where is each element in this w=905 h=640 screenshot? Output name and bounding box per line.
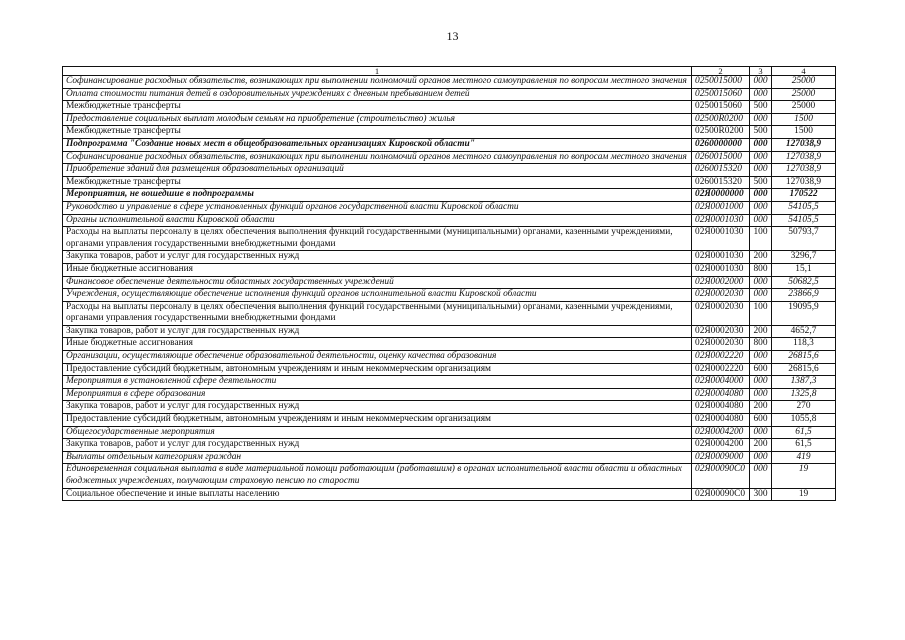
row-vr-cell: 200	[750, 439, 772, 452]
row-sum-cell: 1500	[772, 113, 836, 126]
table-row	[63, 138, 836, 151]
row-sum-cell: 170522	[772, 189, 836, 202]
row-sum-cell: 19	[772, 488, 836, 501]
row-name-cell: Межбюджетные трансферты	[63, 126, 692, 139]
table-row	[63, 189, 836, 202]
table-row	[63, 363, 836, 376]
row-code-cell: 02Я0004200	[692, 426, 750, 439]
row-code-cell: 0250015060	[692, 101, 750, 114]
row-name-cell: Мероприятия в установленной сфере деятельности	[63, 376, 692, 389]
row-sum-cell: 54105,5	[772, 201, 836, 214]
row-vr-cell: 000	[750, 88, 772, 101]
row-vr-cell: 300	[750, 488, 772, 501]
row-code-cell: 02Я0002000	[692, 276, 750, 289]
row-code-cell: 02500R0200	[692, 126, 750, 139]
row-code-cell: 02Я0002030	[692, 338, 750, 351]
row-sum-cell: 25000	[772, 88, 836, 101]
row-vr-cell: 600	[750, 363, 772, 376]
table-row	[63, 251, 836, 264]
row-sum-cell: 19	[772, 464, 836, 488]
row-code-cell: 02Я0001030	[692, 214, 750, 227]
row-sum-cell: 26815,6	[772, 363, 836, 376]
table-row	[63, 426, 836, 439]
row-sum-cell: 1387,3	[772, 376, 836, 389]
table-row	[63, 376, 836, 389]
row-sum-cell: 15,1	[772, 263, 836, 276]
row-code-cell: 02Я0002030	[692, 325, 750, 338]
table-row	[63, 488, 836, 501]
row-code-cell: 02Я0002220	[692, 351, 750, 364]
row-vr-cell: 100	[750, 227, 772, 251]
row-vr-cell: 000	[750, 289, 772, 302]
table-row	[63, 439, 836, 452]
row-code-cell: 02Я0004200	[692, 439, 750, 452]
row-code-cell: 0260015000	[692, 151, 750, 164]
table-row	[63, 401, 836, 414]
table-row	[63, 201, 836, 214]
row-vr-cell: 200	[750, 325, 772, 338]
table-row	[63, 289, 836, 302]
row-sum-cell: 127038,9	[772, 138, 836, 151]
table-row	[63, 276, 836, 289]
table-row	[63, 388, 836, 401]
table-row	[63, 101, 836, 114]
header-cell-code: 2	[692, 67, 750, 76]
row-vr-cell: 800	[750, 263, 772, 276]
header-row	[63, 67, 836, 76]
table-row	[63, 164, 836, 177]
row-name-cell: Приобретение зданий для размещения образовательных организаций	[63, 164, 692, 177]
page-number: 13	[446, 29, 459, 43]
row-vr-cell: 000	[750, 388, 772, 401]
table-row	[63, 88, 836, 101]
row-name-cell: Закупка товаров, работ и услуг для государственных нужд	[63, 325, 692, 338]
row-vr-cell: 000	[750, 113, 772, 126]
row-name-cell: Единовременная социальная выплата в виде материальной помощи работающим (работавшим) в органах исполнительной власти области и областных бюджетных учреждениях, получающим страховую пенсию по старости	[63, 464, 692, 488]
table-row	[63, 263, 836, 276]
row-sum-cell: 19095,9	[772, 301, 836, 325]
row-name-cell: Органы исполнительной власти Кировской области	[63, 214, 692, 227]
row-code-cell: 02Я0001000	[692, 201, 750, 214]
row-name-cell: Софинансирование расходных обязательств, возникающих при выполнении полномочий органов местного самоуправления по вопросам местного значения	[63, 76, 692, 89]
row-name-cell: Учреждения, осуществляющие обеспечение исполнения функций органов исполнительной власти Кировской области	[63, 289, 692, 302]
row-vr-cell: 000	[750, 151, 772, 164]
budget-table	[62, 66, 836, 501]
row-vr-cell: 000	[750, 138, 772, 151]
row-vr-cell: 200	[750, 251, 772, 264]
row-code-cell: 02Я0004080	[692, 414, 750, 427]
row-code-cell: 02Я0004000	[692, 376, 750, 389]
table-row	[63, 451, 836, 464]
row-name-cell: Расходы на выплаты персоналу в целях обеспечения выполнения функций государственными (муниципальными) органами, казенными учреждениями, органами управления государственными внебюджетными фондами	[63, 301, 692, 325]
row-name-cell: Социальное обеспечение и иные выплаты населению	[63, 488, 692, 501]
table-row	[63, 176, 836, 189]
row-code-cell: 02Я0002030	[692, 301, 750, 325]
row-code-cell: 0250015060	[692, 88, 750, 101]
table-row	[63, 214, 836, 227]
row-code-cell: 02Я00090С0	[692, 488, 750, 501]
row-sum-cell: 4652,7	[772, 325, 836, 338]
row-name-cell: Выплаты отдельным категориям граждан	[63, 451, 692, 464]
row-name-cell: Мероприятия, не вошедшие в подпрограммы	[63, 189, 692, 202]
row-vr-cell: 500	[750, 101, 772, 114]
row-sum-cell: 61,5	[772, 426, 836, 439]
row-code-cell: 0260015320	[692, 164, 750, 177]
row-sum-cell: 118,3	[772, 338, 836, 351]
row-code-cell: 02Я00090С0	[692, 464, 750, 488]
header-cell-sum: 4	[772, 67, 836, 76]
row-sum-cell: 50682,5	[772, 276, 836, 289]
row-vr-cell: 000	[750, 351, 772, 364]
row-code-cell: 0250015000	[692, 76, 750, 89]
row-code-cell: 02Я0001030	[692, 227, 750, 251]
row-code-cell: 02500R0200	[692, 113, 750, 126]
table-row	[63, 464, 836, 488]
table-row	[63, 351, 836, 364]
table-row	[63, 126, 836, 139]
row-name-cell: Межбюджетные трансферты	[63, 101, 692, 114]
row-vr-cell: 000	[750, 451, 772, 464]
row-sum-cell: 25000	[772, 101, 836, 114]
row-name-cell: Предоставление субсидий бюджетным, автономным учреждениям и иным некоммерческим организациям	[63, 363, 692, 376]
row-code-cell: 02Я0004080	[692, 401, 750, 414]
row-sum-cell: 127038,9	[772, 151, 836, 164]
row-name-cell: Иные бюджетные ассигнования	[63, 263, 692, 276]
table-row	[63, 227, 836, 251]
row-name-cell: Предоставление социальных выплат молодым семьям на приобретение (строительство) жилья	[63, 113, 692, 126]
row-sum-cell: 61,5	[772, 439, 836, 452]
row-sum-cell: 26815,6	[772, 351, 836, 364]
table-row	[63, 76, 836, 89]
row-vr-cell: 800	[750, 338, 772, 351]
row-name-cell: Руководство и управление в сфере установленных функций органов государственной власти Кировской области	[63, 201, 692, 214]
row-name-cell: Закупка товаров, работ и услуг для государственных нужд	[63, 401, 692, 414]
row-vr-cell: 000	[750, 426, 772, 439]
table-row	[63, 414, 836, 427]
row-name-cell: Закупка товаров, работ и услуг для государственных нужд	[63, 251, 692, 264]
row-vr-cell: 100	[750, 301, 772, 325]
row-code-cell: 02Я0001030	[692, 263, 750, 276]
table-row	[63, 325, 836, 338]
row-name-cell: Закупка товаров, работ и услуг для государственных нужд	[63, 439, 692, 452]
row-code-cell: 02Я0002030	[692, 289, 750, 302]
row-vr-cell: 500	[750, 176, 772, 189]
row-sum-cell: 50793,7	[772, 227, 836, 251]
row-sum-cell: 270	[772, 401, 836, 414]
row-sum-cell: 1055,8	[772, 414, 836, 427]
row-vr-cell: 000	[750, 376, 772, 389]
row-code-cell: 02Я0004080	[692, 388, 750, 401]
table-row	[63, 151, 836, 164]
row-sum-cell: 23866,9	[772, 289, 836, 302]
row-name-cell: Софинансирование расходных обязательств, возникающих при выполнении полномочий органов местного самоуправления по вопросам местного значения	[63, 151, 692, 164]
row-sum-cell: 127038,9	[772, 164, 836, 177]
row-vr-cell: 000	[750, 214, 772, 227]
row-name-cell: Расходы на выплаты персоналу в целях обеспечения выполнения функций государственными (муниципальными) органами, казенными учреждениями, органами управления государственными внебюджетными фондами	[63, 227, 692, 251]
row-sum-cell: 127038,9	[772, 176, 836, 189]
row-name-cell: Мероприятия в сфере образования	[63, 388, 692, 401]
row-name-cell: Межбюджетные трансферты	[63, 176, 692, 189]
row-sum-cell: 3296,7	[772, 251, 836, 264]
row-vr-cell: 500	[750, 126, 772, 139]
table-row	[63, 113, 836, 126]
header-cell-vr: 3	[750, 67, 772, 76]
row-code-cell: 02Я0000000	[692, 189, 750, 202]
row-name-cell: Общегосударственные мероприятия	[63, 426, 692, 439]
table-row	[63, 301, 836, 325]
row-sum-cell: 419	[772, 451, 836, 464]
row-sum-cell: 1500	[772, 126, 836, 139]
row-sum-cell: 54105,5	[772, 214, 836, 227]
row-name-cell: Подпрограмма "Создание новых мест в общеобразовательных организациях Кировской области"	[63, 138, 692, 151]
row-sum-cell: 25000	[772, 76, 836, 89]
header-cell-name: 1	[63, 67, 692, 76]
row-name-cell: Предоставление субсидий бюджетным, автономным учреждениям и иным некоммерческим организациям	[63, 414, 692, 427]
row-vr-cell: 000	[750, 76, 772, 89]
row-code-cell: 0260000000	[692, 138, 750, 151]
row-name-cell: Оплата стоимости питания детей в оздоровительных учреждениях с дневным пребыванием детей	[63, 88, 692, 101]
row-vr-cell: 000	[750, 164, 772, 177]
row-code-cell: 0260015320	[692, 176, 750, 189]
table-row	[63, 338, 836, 351]
row-vr-cell: 000	[750, 276, 772, 289]
row-vr-cell: 600	[750, 414, 772, 427]
row-sum-cell: 1325,8	[772, 388, 836, 401]
row-code-cell: 02Я0002220	[692, 363, 750, 376]
row-name-cell: Организации, осуществляющие обеспечение образовательной деятельности, оценку качества образования	[63, 351, 692, 364]
row-name-cell: Финансовое обеспечение деятельности областных государственных учреждений	[63, 276, 692, 289]
row-vr-cell: 000	[750, 464, 772, 488]
row-code-cell: 02Я0009000	[692, 451, 750, 464]
row-name-cell: Иные бюджетные ассигнования	[63, 338, 692, 351]
row-vr-cell: 000	[750, 201, 772, 214]
row-vr-cell: 000	[750, 189, 772, 202]
row-vr-cell: 200	[750, 401, 772, 414]
row-code-cell: 02Я0001030	[692, 251, 750, 264]
